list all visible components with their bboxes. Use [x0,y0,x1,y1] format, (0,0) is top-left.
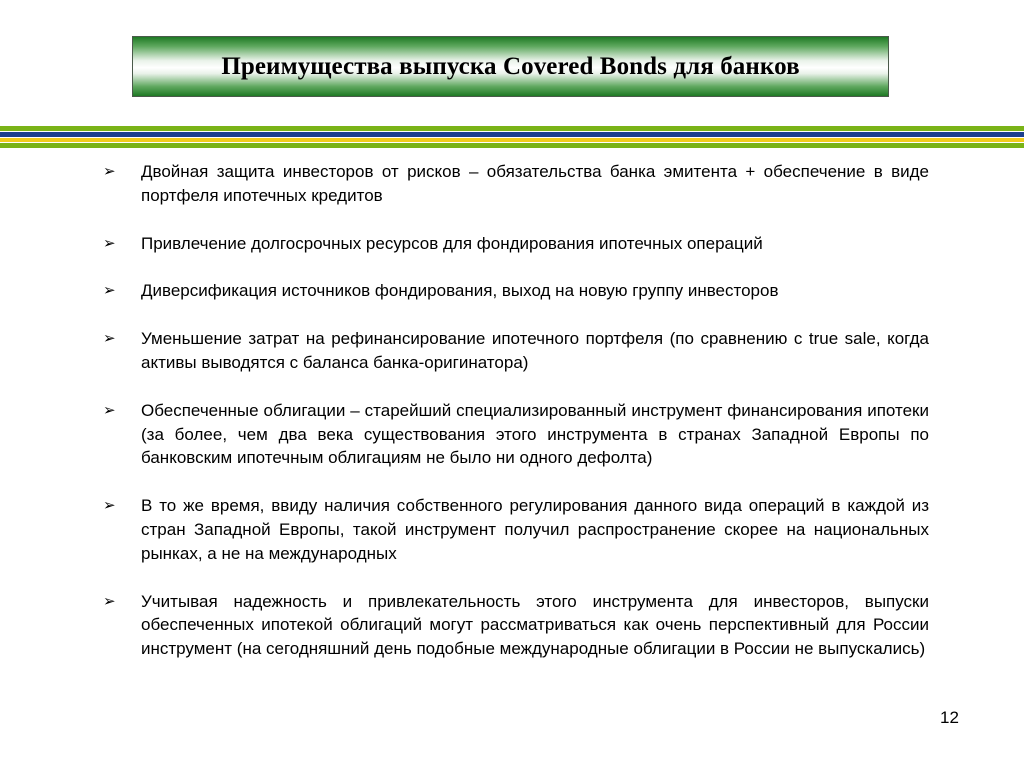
bullet-text: Уменьшение затрат на рефинансирование ипотечного портфеля (по сравнению с true sale, когда активы выводятся с баланса банка-оригинатора) [141,329,929,372]
title-banner [132,36,889,97]
bullet-text: Обеспеченные облигации – старейший специализированный инструмент финансирования ипотеки (за более, чем два века существования этого инструмента в странах Западной Европы по банковским ипотечным облигациям не было ни одного дефолта) [141,400,929,468]
stripe-green-bottom [0,143,1024,148]
page-number: 12 [940,708,959,727]
arrow-bullet-icon: ➢ [103,281,116,300]
arrow-bullet-icon: ➢ [103,329,116,348]
bullet-item [101,399,929,470]
bullet-text: Двойная защита инвесторов от рисков – обязательства банка эмитента + обеспечение в виде портфеля ипотечных кредитов [141,162,929,205]
arrow-bullet-icon: ➢ [103,162,116,180]
bullet-text: Диверсификация источников фондирования, выход на новую группу инвесторов [141,281,779,301]
bullet-item [101,232,929,256]
bullet-item [101,590,929,661]
bullet-item [101,160,929,208]
bullet-list [101,160,929,661]
decorative-stripes [0,126,1024,148]
bullet-text: В то же время, ввиду наличия собственного регулирования данного вида операций в каждой из стран Западной Европы, такой инструмент получил распространение скорее на национальных рынках, а не на международных [141,496,929,563]
arrow-bullet-icon: ➢ [103,233,116,252]
bullet-text: Учитывая надежность и привлекательность этого инструмента для инвесторов, выпуски обеспеченных ипотекой облигаций могут рассматриваться как очень перспективный для России инструмент (на сегодняшний день подобные международные облигации в России не выпускались) [141,591,929,659]
bullet-item [101,327,929,375]
arrow-bullet-icon: ➢ [103,591,116,610]
bullet-item [101,279,929,303]
arrow-bullet-icon: ➢ [103,496,116,515]
bullet-item [101,494,929,565]
bullet-text: Привлечение долгосрочных ресурсов для фондирования ипотечных операций [141,233,763,253]
slide-title: Преимущества выпуска Covered Bonds для банков [221,52,800,80]
arrow-bullet-icon: ➢ [103,400,116,419]
slide-body [101,160,929,661]
